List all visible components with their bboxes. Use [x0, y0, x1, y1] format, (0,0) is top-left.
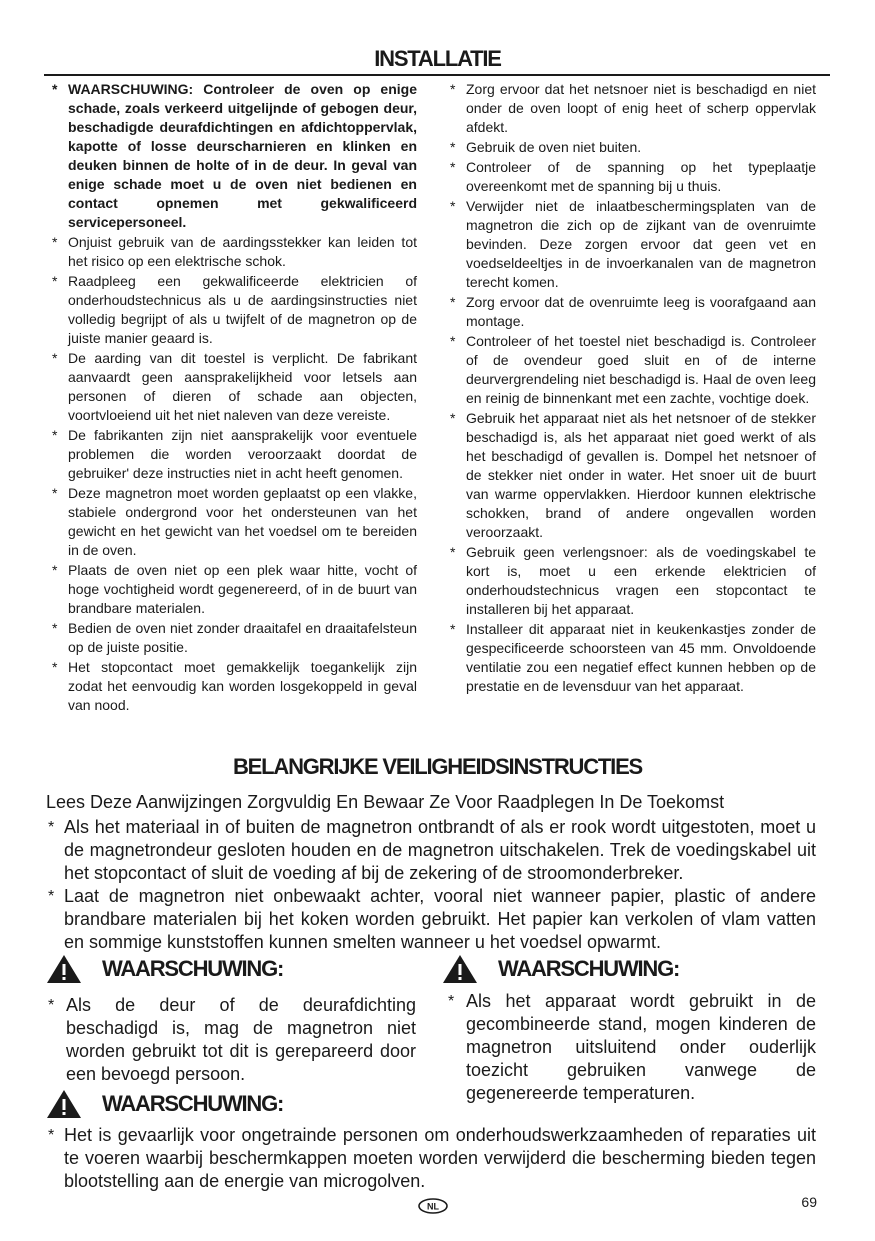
warning-bottom-block [46, 1124, 816, 1193]
warning-heading-left [46, 954, 283, 984]
list-item: * Als het materiaal in of buiten de magnetron ontbrandt of als er rook wordt uitgestoten, moet u de magnetrondeur gesloten houden en de magnetron uitschakelen. Trek de voedingskabel uit het stopcontact of sluit de voeding af bij de zekering of de stroomonderbreker. [48, 817, 816, 883]
list-item: * Controleer of de spanning op het typeplaatje overeenkomt met de spanning bij u thuis. [450, 159, 816, 194]
warning-triangle-icon [46, 1089, 82, 1119]
safety-title: BELANGRIJKE VEILIGHEIDSINSTRUCTIES [232, 754, 643, 779]
safety-subtitle: Lees Deze Aanwijzingen Zorgvuldig En Bewaar Ze Voor Raadplegen In De Toekomst [46, 792, 725, 812]
warning-triangle-icon [442, 954, 478, 984]
warning-heading-bottom [46, 1089, 283, 1119]
warning-text: * Het is gevaarlijk voor ongetrainde personen om onderhoudswerkzaamheden of reparaties uit te voeren waarbij beschermkappen moeten worden verwijderd die bescherming bieden tegen blootstelling aan de energie van microgolven. [48, 1125, 816, 1191]
list-item: * Gebruik geen verlengsnoer: als de voedingskabel te kort is, moet u een erkende elektricien of onderhoudstechnicus vragen een stopcontact te installeren bij het apparaat. [450, 544, 816, 617]
warning-triangle-icon [46, 954, 82, 984]
warning-right-block [446, 990, 816, 1105]
right-column [448, 80, 816, 697]
left-column [50, 80, 417, 716]
list-item: * Gebruik de oven niet buiten. [450, 139, 642, 155]
list-item: * Plaats de oven niet op een plek waar hitte, vocht of hoge vochtigheid wordt gegenereerd, of in de buurt van brandbare materialen. [52, 562, 417, 616]
list-item: * Controleer of het toestel niet beschadigd is. Controleer of de ovendeur goed sluit en of de interne deurvergrendeling niet beschadigd is. Haal de oven leeg en reinig de binnenkant met een zachte, vochtige doek. [450, 333, 816, 406]
list-item: * Verwijder niet de inlaatbeschermingsplaten van de magnetron die zich op de zijkant van de ovenruimte bevinden. Deze zorgen ervoor dat geen vet en voedseldeeltjes in de invoerkanalen van de magnetron terecht komen. [450, 198, 816, 290]
safety-list [46, 816, 816, 954]
list-item: * Zorg ervoor dat de ovenruimte leeg is voorafgaand aan montage. [450, 294, 816, 329]
list-item: * Raadpleeg een gekwalificeerde elektricien of onderhoudstechnicus als u de aardingsinstructies niet volledig begrijpt of als u twijfelt of de magnetron op de juiste manier geaard is. [52, 273, 417, 346]
language-badge [418, 1198, 448, 1214]
warning-left-block [46, 994, 416, 1086]
list-item: * WAARSCHUWING: Controleer de oven op enige schade, zoals verkeerd uitgelijnde of gebogen deur, beschadigde deurafdichtingen en afdichtoppervlak, kapotte of losse deurscharnieren en klinken en deuken binnen de holte of in de deur. In geval van enige schade moet u de oven niet bedienen en contact opnemen met gekwalificeerd servicepersoneel. [52, 81, 417, 230]
list-item: * Zorg ervoor dat het netsnoer niet is beschadigd en niet onder de oven loopt of enig heet of scherp oppervlak afdekt. [450, 81, 816, 135]
list-item: * Laat de magnetron niet onbewaakt achter, vooral niet wanneer papier, plastic of andere brandbare materialen bij het koken worden gebruikt. Het papier kan verkolen of vlam vatten en sommige kunststoffen kunnen smelten wanneer u het voedsel opwarmt. [48, 886, 816, 952]
list-item: * Deze magnetron moet worden geplaatst op een vlakke, stabiele ondergrond voor het ondersteunen van het gewicht en het gewicht van het voedsel om te bereiden in de oven. [52, 485, 417, 558]
language-badge-text: NL [427, 1201, 439, 1212]
warning-label: WAARSCHUWING: [498, 956, 680, 981]
page-number: 69 [801, 1194, 817, 1210]
list-item: * De fabrikanten zijn niet aansprakelijk voor eventuele problemen die worden veroorzaakt doordat de gebruiker' deze instructies niet in acht heeft genomen. [52, 427, 417, 481]
list-item: * Het stopcontact moet gemakkelijk toegankelijk zijn zodat het eenvoudig kan worden losgekoppeld in geval van nood. [52, 659, 417, 713]
warning-text: * Als het apparaat wordt gebruikt in de gecombineerde stand, mogen kinderen de magnetron uitsluitend onder ouderlijk toezicht gebruiken vanwege de gegenereerde temperaturen. [448, 991, 816, 1103]
section-title: INSTALLATIE [374, 46, 501, 71]
list-item: * Bedien de oven niet zonder draaitafel en draaitafelsteun op de juiste positie. [52, 620, 417, 655]
list-item: * Onjuist gebruik van de aardingsstekker kan leiden tot het risico op een elektrische schok. [52, 234, 417, 269]
list-item: * Installeer dit apparaat niet in keukenkastjes zonder de gespecificeerde schoorsteen van 45 mm. Onvoldoende ventilatie zou een negatief effect kunnen hebben op de prestatie en de levensduur van het apparaat. [450, 621, 816, 694]
warning-label: WAARSCHUWING: [102, 1091, 284, 1116]
warning-label: WAARSCHUWING: [102, 956, 284, 981]
divider [44, 74, 830, 76]
list-item: * Gebruik het apparaat niet als het netsnoer of de stekker beschadigd is, als het apparaat niet goed werkt of als het beschadigd of gevallen is. Dompel het netsnoer of de stekker niet onder in water. Het snoer uit de buurt van warme oppervlakken. Hierdoor kunnen elektrische schokken, brand of andere ongevallen worden veroorzaakt. [450, 410, 816, 540]
warning-text: * Als de deur of de deurafdichting beschadigd is, mag de magnetron niet worden gebruikt tot dit is gerepareerd door een bevoegd persoon. [48, 995, 416, 1084]
warning-heading-right [442, 954, 679, 984]
list-item: * De aarding van dit toestel is verplicht. De fabrikant aanvaardt geen aansprakelijkheid voor letsels aan personen of dieren of schade aan objecten, voortvloeiend uit het niet naleven van deze vereiste. [52, 350, 417, 423]
